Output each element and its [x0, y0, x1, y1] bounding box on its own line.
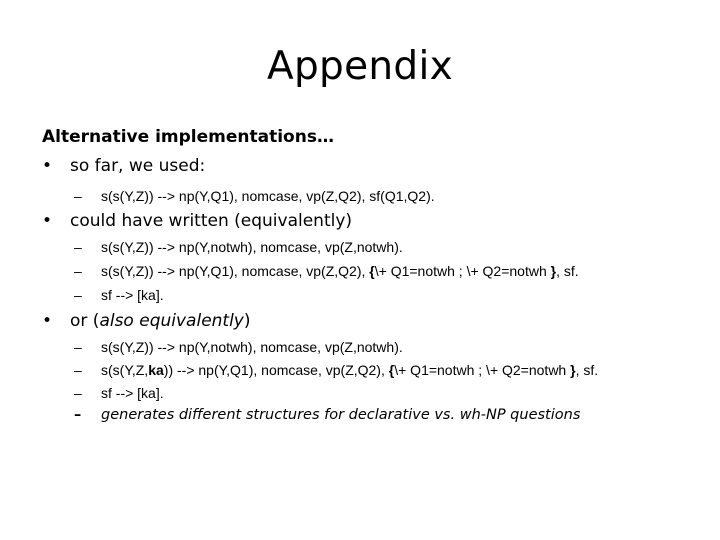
brace-close: } — [550, 263, 557, 279]
ka-bold: ka — [148, 362, 164, 378]
code-segment: s(s(Y,Z, — [101, 362, 149, 378]
sub-item — [74, 188, 435, 204]
code-line: sf --> [ka]. — [101, 385, 164, 401]
dash-marker: – — [74, 188, 82, 204]
bullet-could-have-written — [42, 211, 352, 231]
sub-item — [74, 385, 164, 401]
sub-item — [74, 263, 579, 279]
bullet-text-emphasis: also equivalently — [99, 311, 244, 331]
bullet-so-far — [42, 156, 205, 176]
note-text: generates different structures for declarative vs. wh-NP questions — [101, 407, 581, 423]
section-heading: Alternative implementations… — [42, 127, 334, 147]
code-line: s(s(Y,Z)) --> np(Y,Q1), nomcase, vp(Z,Q2), sf(Q1,Q2). — [101, 188, 435, 204]
code-segment: , sf. — [556, 263, 579, 279]
dash-marker: – — [74, 263, 82, 279]
sub-item — [74, 339, 403, 355]
bullet-or-also-equivalently — [42, 311, 251, 331]
code-line: sf --> [ka]. — [101, 287, 164, 303]
code-segment: )) --> np(Y,Q1), nomcase, vp(Z,Q2), — [163, 362, 389, 378]
code-segment: \+ Q1=notwh ; \+ Q2=notwh — [374, 263, 551, 279]
brace-open: { — [388, 362, 395, 378]
sub-item — [74, 287, 164, 303]
code-line: s(s(Y,Z)) --> np(Y,notwh), nomcase, vp(Z,notwh). — [101, 339, 403, 355]
bullet-text: so far, we used: — [70, 156, 206, 176]
sub-item — [74, 407, 580, 423]
code-segment: s(s(Y,Z)) --> np(Y,Q1), nomcase, vp(Z,Q2), — [101, 263, 370, 279]
slide-title: Appendix — [267, 44, 453, 89]
dash-marker: – — [74, 385, 82, 401]
bullet-text-post: ) — [243, 311, 251, 331]
dash-marker: – — [74, 239, 82, 255]
code-line: s(s(Y,Z)) --> np(Y,notwh), nomcase, vp(Z,notwh). — [101, 239, 403, 255]
sub-item — [74, 362, 598, 378]
dash-marker: – — [74, 287, 82, 303]
bullet-text: could have written (equivalently) — [70, 211, 353, 231]
dash-marker: – — [74, 407, 82, 423]
dash-marker: – — [74, 362, 82, 378]
code-segment: , sf. — [575, 362, 599, 378]
bullet-dot: • — [42, 156, 53, 176]
bullet-text-pre: or ( — [70, 311, 100, 331]
brace-open: { — [369, 263, 375, 279]
sub-item — [74, 239, 403, 255]
brace-close: } — [570, 362, 576, 378]
bullet-dot: • — [42, 311, 53, 331]
code-segment: \+ Q1=notwh ; \+ Q2=notwh — [394, 362, 571, 378]
dash-marker: – — [74, 339, 82, 355]
bullet-dot: • — [42, 211, 53, 231]
